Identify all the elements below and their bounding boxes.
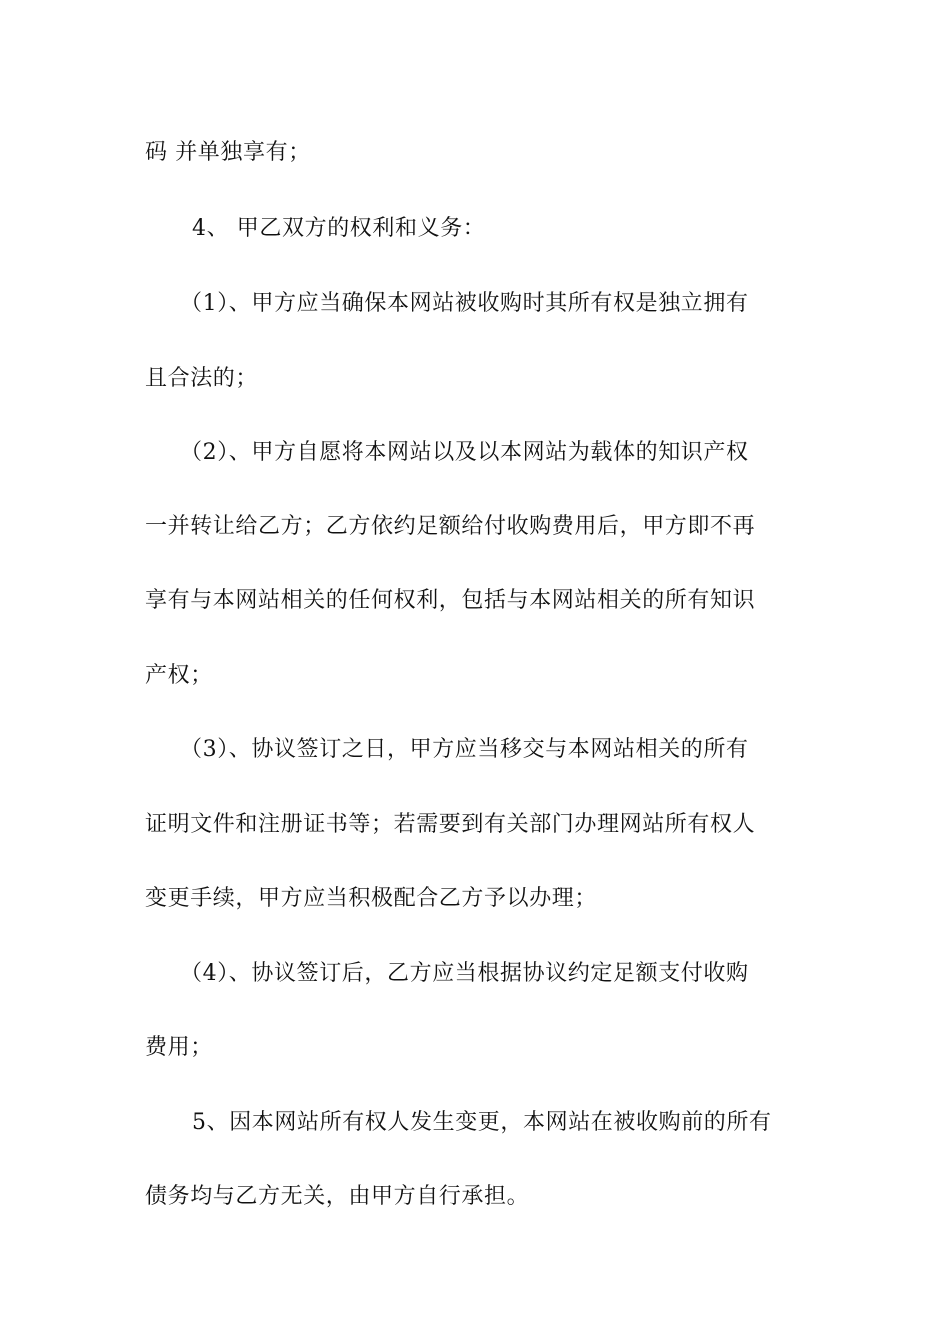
section-5-line-2: 债务均与乙方无关，由甲方自行承担。 — [145, 1184, 530, 1209]
clause-3-line-2: 证明文件和注册证书等；若需要到有关部门办理网站所有权人 — [145, 812, 756, 837]
clause-2-line-3: 享有与本网站相关的任何权利，包括与本网站相关的所有知识 — [145, 588, 756, 613]
clause-2-line-4: 产权； — [145, 663, 213, 688]
section-5-line-1: 5、因本网站所有权人发生变更，本网站在被收购前的所有 — [192, 1110, 772, 1135]
clause-1-line-2: 且合法的； — [145, 366, 259, 391]
clause-4-line-1: （4）、协议签订后，乙方应当根据协议约定足额支付收购 — [180, 961, 749, 986]
section-4-heading: 4、 甲乙双方的权利和义务： — [192, 216, 486, 241]
clause-2-line-1: （2）、甲方自愿将本网站以及以本网站为载体的知识产权 — [180, 440, 749, 465]
clause-3-line-3: 变更手续，甲方应当积极配合乙方予以办理； — [145, 886, 598, 911]
clause-3-line-1: （3）、协议签订之日，甲方应当移交与本网站相关的所有 — [180, 737, 749, 762]
clause-1-line-1: （1）、甲方应当确保本网站被收购时其所有权是独立拥有 — [180, 291, 749, 316]
text-line-1: 码 并单独享有； — [145, 140, 311, 165]
clause-4-line-2: 费用； — [145, 1035, 213, 1060]
clause-2-line-2: 一并转让给乙方；乙方依约足额给付收购费用后，甲方即不再 — [145, 514, 756, 539]
